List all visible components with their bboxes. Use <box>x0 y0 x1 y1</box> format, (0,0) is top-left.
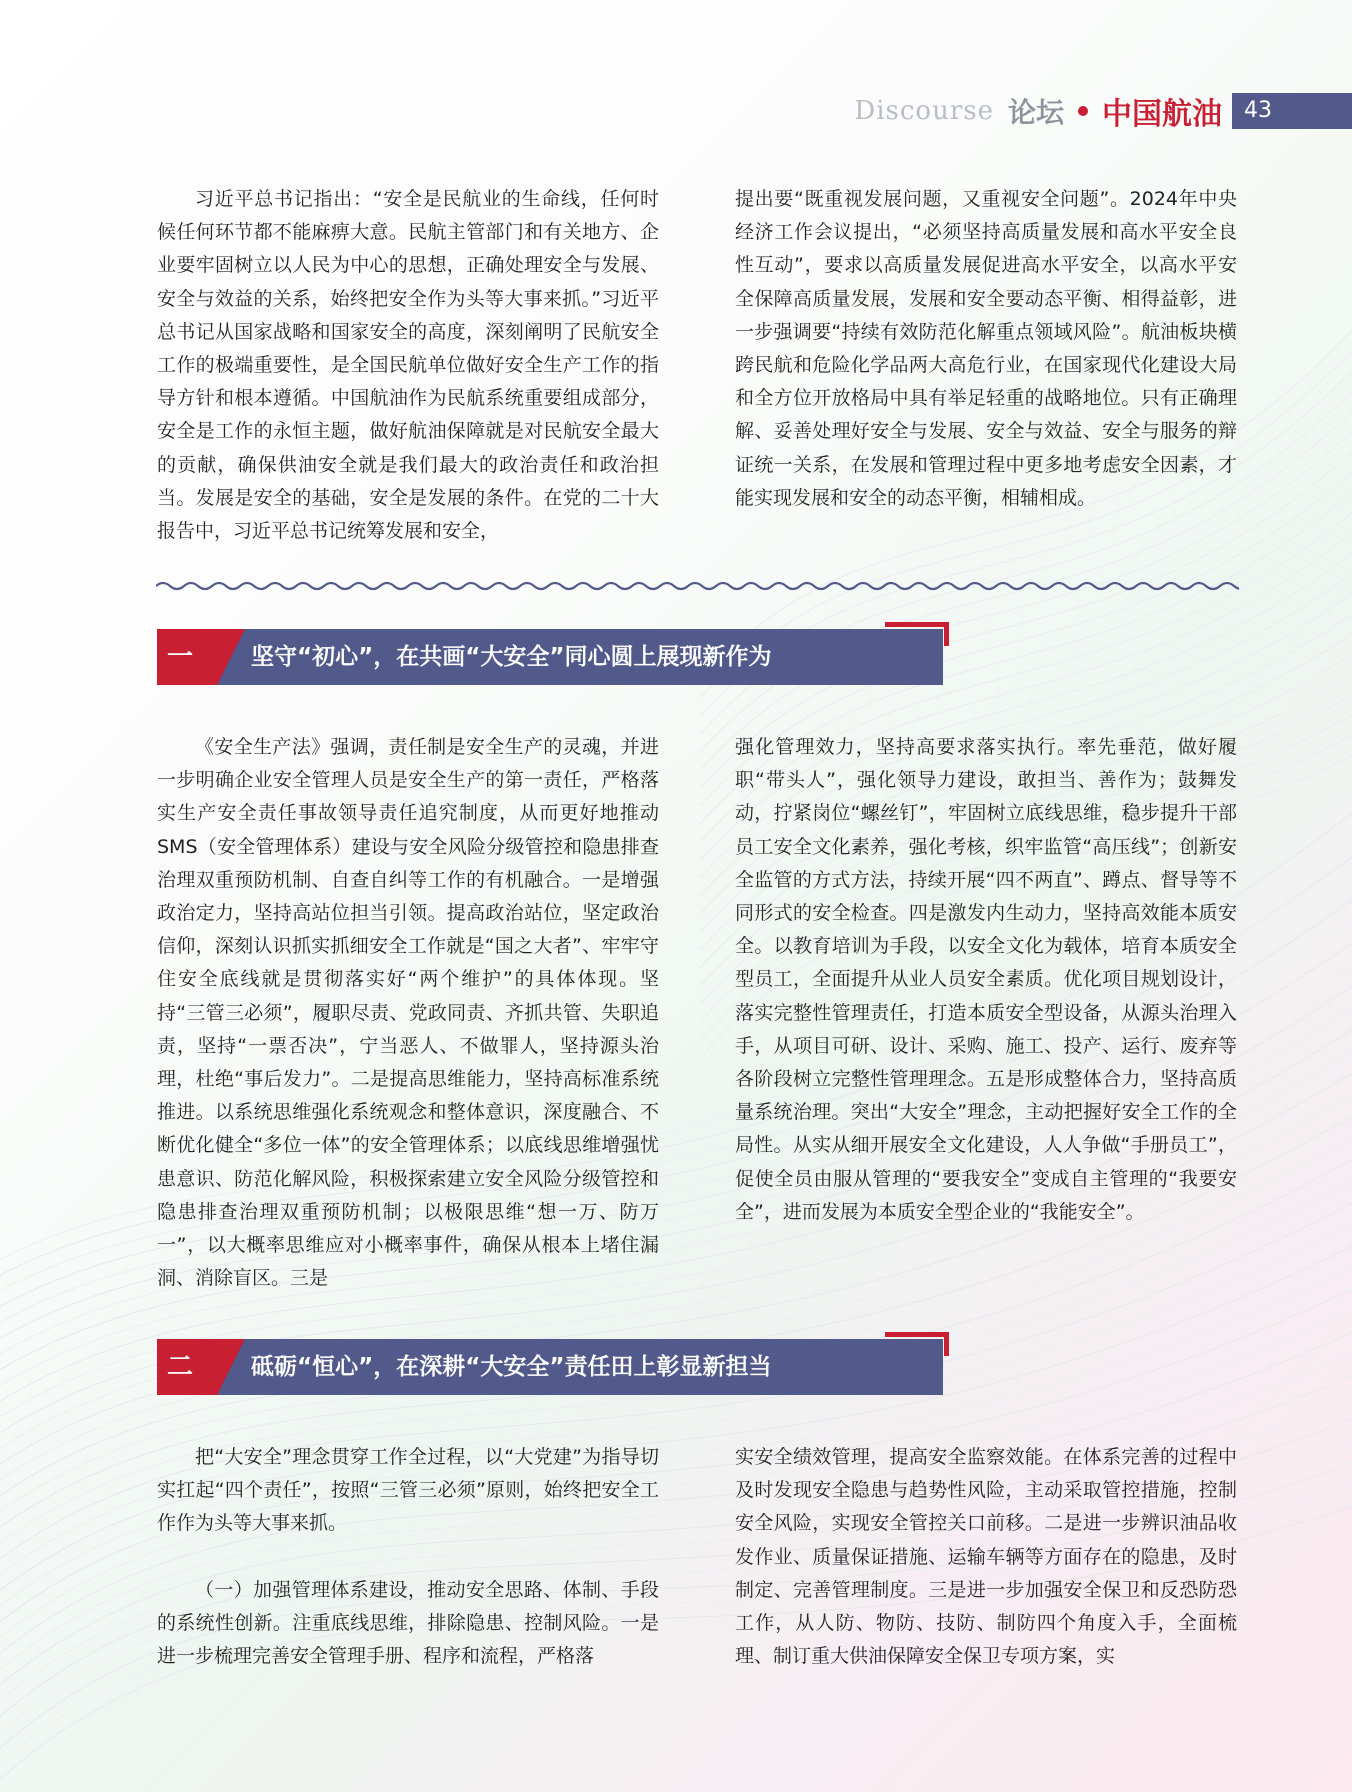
heading-wedge <box>217 629 245 685</box>
section-2-number: 二 <box>166 1352 193 1382</box>
intro-left-column <box>157 183 659 548</box>
section-1-title: 坚守“初心”，在共画“大安全”同心圆上展现新作为 <box>251 644 772 670</box>
page-number: 43 <box>1232 93 1352 129</box>
section-1-number: 一 <box>166 642 193 672</box>
section-2-left-column <box>157 1441 659 1673</box>
section-2-left-paragraph-2: （一）加强管理体系建设，推动安全思路、体制、手段的系统性创新。注重底线思维，排除隐患、控制风险。一是进一步梳理完善安全管理手册、程序和流程，严格落 <box>157 1578 659 1668</box>
section-1-heading <box>157 629 943 685</box>
header-brand: 中国航油 <box>1102 97 1222 132</box>
section-2-heading <box>157 1339 943 1395</box>
section-1-right-column <box>735 731 1237 1229</box>
page-header <box>854 93 1352 132</box>
section-1-left-column <box>157 731 659 1295</box>
intro-right-paragraph: 提出要“既重视发展问题，又重视安全问题”。2024年中央经济工作会议提出，“必须坚持高质量发展和高水平安全良性互动”，要求以高质量发展促进高水平安全，以高水平安全保障高质量发展，发展和安全要动态平衡、相得益彰，进一步强调要“持续有效防范化解重点领域风险”。航油板块横跨民航和危险化学品两大高危行业，在国家现代化建设大局和全方位开放格局中具有举足轻重的战略地位。只有正确理解、妥善处理好安全与发展、安全与效益、安全与服务的辩证统一关系，在发展和管理过程中更多地考虑安全因素，才能实现发展和安全的动态平衡，相辅相成。 <box>735 188 1237 509</box>
section-2-right-paragraph: 实安全绩效管理，提高安全监察效能。在体系完善的过程中及时发现安全隐患与趋势性风险，主动采取管控措施，控制安全风险，实现安全管控关口前移。二是进一步辨识油品收发作业、质量保证措施、运输车辆等方面存在的隐患，及时制定、完善管理制度。三是进一步加强安全保卫和反恐防恐工作，从人防、物防、技防、制防四个角度入手，全面梳理、制订重大供油保障安全保卫专项方案，实 <box>735 1446 1237 1668</box>
header-section-label: 论坛 <box>1007 96 1064 129</box>
header-dot <box>1078 106 1088 116</box>
section-2-title: 砥砺“恒心”，在深耕“大安全”责任田上彰显新担当 <box>251 1354 772 1380</box>
wavy-divider <box>156 575 1239 597</box>
section-1-left-paragraph: 《安全生产法》强调，责任制是安全生产的灵魂，并进一步明确企业安全管理人员是安全生产的第一责任，严格落实生产安全责任事故领导责任追究制度，从而更好地推动SMS（安全管理体系）建设与安全风险分级管控和隐患排查治理双重预防机制、自查自纠等工作的有机融合。一是增强政治定力，坚持高站位担当引领。提高政治站位，坚定政治信仰，深刻认识抓实抓细安全工作就是“国之大者”、牢牢守住安全底线就是贯彻落实好“两个维护”的具体体现。坚持“三管三必须”，履职尽责、党政同责、齐抓共管、失职追责，坚持“一票否决”，宁当恶人、不做罪人，坚持源头治理，杜绝“事后发力”。二是提高思维能力，坚持高标准系统推进。以系统思维强化系统观念和整体意识，深度融合、不断优化健全“多位一体”的安全管理体系；以底线思维增强忧患意识、防范化解风险，积极探索建立安全风险分级管控和隐患排查治理双重预防机制；以极限思维“想一万、防万一”，以大概率思维应对小概率事件，确保从根本上堵住漏洞、消除盲区。三是 <box>157 736 659 1290</box>
header-discourse-label: Discourse <box>854 96 994 126</box>
heading-wedge <box>217 1339 245 1395</box>
section-2-left-paragraph-1: 把“大安全”理念贯穿工作全过程，以“大党建”为指导切实扛起“四个责任”，按照“三管三必须”原则，始终把安全工作作为头等大事来抓。 <box>157 1446 659 1535</box>
intro-right-column <box>735 183 1237 515</box>
intro-left-paragraph: 习近平总书记指出：“安全是民航业的生命线，任何时候任何环节都不能麻痹大意。民航主管部门和有关地方、企业要牢固树立以人民为中心的思想，正确处理安全与发展、安全与效益的关系，始终把安全作为头等大事来抓。”习近平总书记从国家战略和国家安全的高度，深刻阐明了民航安全工作的极端重要性，是全国民航单位做好安全生产工作的指导方针和根本遵循。中国航油作为民航系统重要组成部分，安全是工作的永恒主题，做好航油保障就是对民航安全最大的贡献，确保供油安全就是我们最大的政治责任和政治担当。发展是安全的基础，安全是发展的条件。在党的二十大报告中，习近平总书记统筹发展和安全， <box>157 188 659 543</box>
section-2-right-column <box>735 1441 1237 1673</box>
section-1-right-paragraph: 强化管理效力，坚持高要求落实执行。率先垂范，做好履职“带头人”，强化领导力建设，敢担当、善作为；鼓舞发动，拧紧岗位“螺丝钉”，牢固树立底线思维，稳步提升干部员工安全文化素养，强化考核，织牢监管“高压线”；创新安全监管的方式方法，持续开展“四不两直”、蹲点、督导等不同形式的安全检查。四是激发内生动力，坚持高效能本质安全。以教育培训为手段，以安全文化为载体，培育本质安全型员工，全面提升从业人员安全素质。优化项目规划设计，落实完整性管理责任，打造本质安全型设备，从源头治理入手，从项目可研、设计、采购、施工、投产、运行、废弃等各阶段树立完整性管理理念。五是形成整体合力，坚持高质量系统治理。突出“大安全”理念，主动把握好安全工作的全局性。从实从细开展安全文化建设，人人争做“手册员工”，促使全员由服从管理的“要我安全”变成自主管理的“我要安全”，进而发展为本质安全型企业的“我能安全”。 <box>735 736 1237 1223</box>
